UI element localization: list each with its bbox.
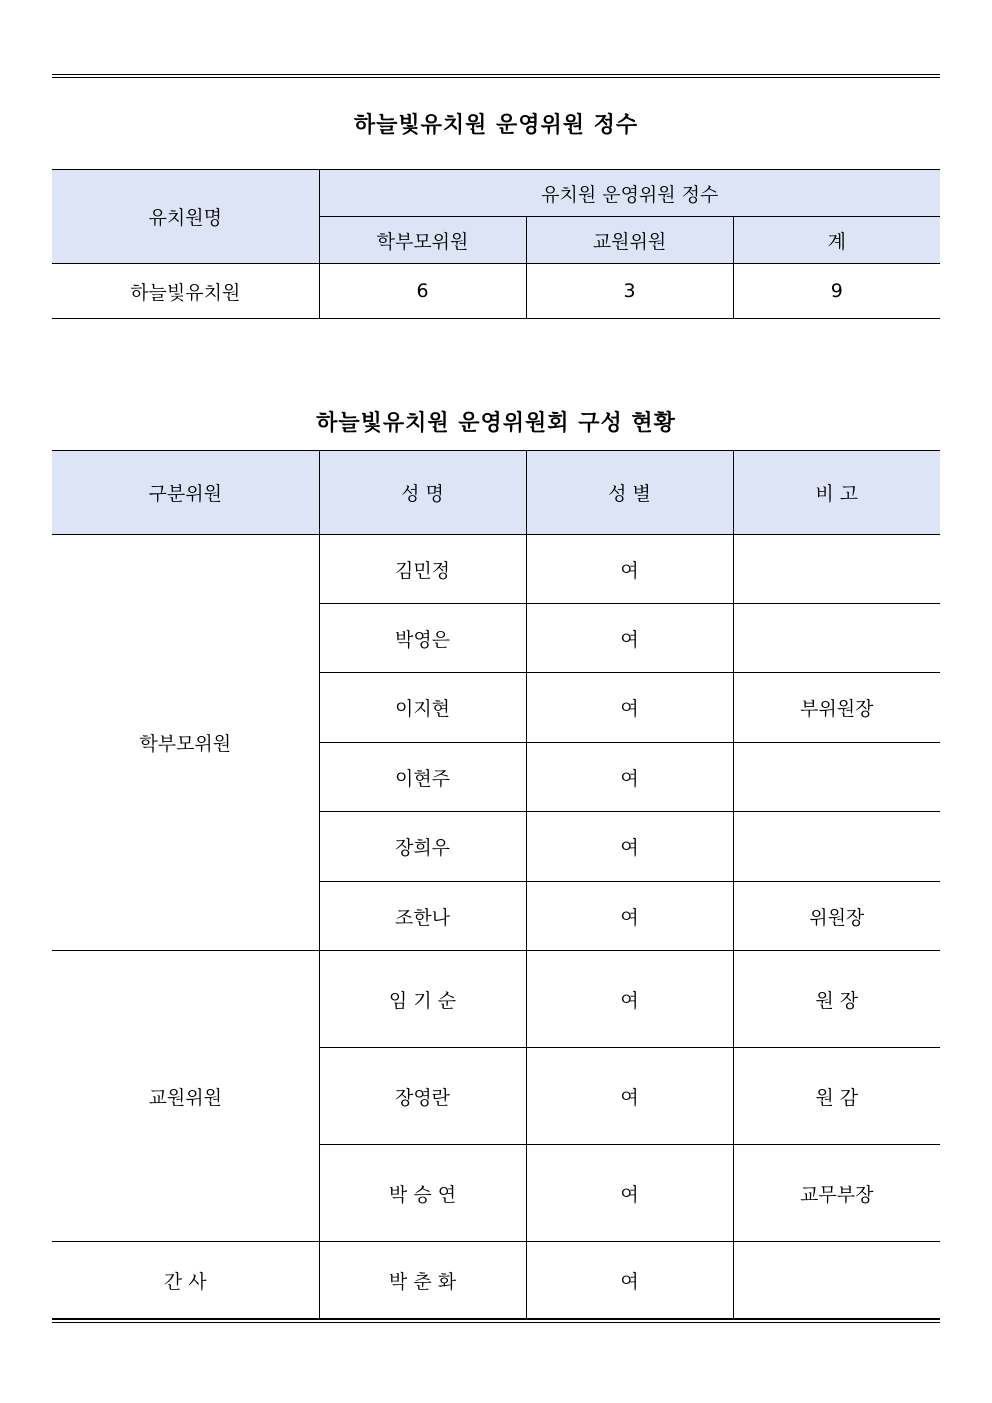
member-name: 이지현: [319, 673, 526, 743]
member-gender: 여: [526, 1145, 733, 1242]
header-kindergarten-name: 유치원명: [52, 170, 319, 264]
member-note: [733, 535, 940, 604]
table1-title: 하늘빛유치원 운영위원 정수: [353, 113, 639, 138]
member-gender: 여: [526, 1242, 733, 1319]
member-name: 박영은: [319, 604, 526, 673]
committee-quota-table: [52, 169, 940, 319]
header-teachers: 교원위원: [526, 217, 733, 264]
member-note: 교무부장: [733, 1145, 940, 1242]
header-category: 구분위원: [52, 451, 319, 535]
header-name: 성 명: [319, 451, 526, 535]
member-note: [733, 604, 940, 673]
member-name: 장희우: [319, 812, 526, 882]
category-teachers: 교원위원: [52, 951, 319, 1242]
member-gender: 여: [526, 535, 733, 604]
bottom-double-rule: [52, 1319, 940, 1323]
table-row: [52, 264, 940, 319]
cell-kindergarten: 하늘빛유치원: [52, 264, 319, 319]
member-name: 장영란: [319, 1048, 526, 1145]
member-note: 원 감: [733, 1048, 940, 1145]
member-name: 임 기 순: [319, 951, 526, 1048]
category-secretary: 간 사: [52, 1242, 319, 1319]
member-name: 조한나: [319, 882, 526, 951]
header-gender: 성 별: [526, 451, 733, 535]
committee-members-table: [52, 450, 940, 1319]
member-gender: 여: [526, 882, 733, 951]
category-parents: 학부모위원: [52, 535, 319, 951]
member-note: [733, 1242, 940, 1319]
header-total: 계: [733, 217, 940, 264]
member-gender: 여: [526, 812, 733, 882]
cell-parents-count: 6: [319, 264, 526, 319]
member-gender: 여: [526, 673, 733, 743]
member-name: 김민정: [319, 535, 526, 604]
member-name: 박 춘 화: [319, 1242, 526, 1319]
member-name: 박 승 연: [319, 1145, 526, 1242]
header-quota-group: 유치원 운영위원 정수: [319, 170, 940, 217]
table2-title: 하늘빛유치원 운영위원회 구성 현황: [316, 411, 676, 436]
table-row: [52, 951, 940, 1048]
top-double-rule: [52, 74, 940, 78]
header-parents: 학부모위원: [319, 217, 526, 264]
member-note: [733, 743, 940, 812]
member-name: 이현주: [319, 743, 526, 812]
cell-total-count: 9: [733, 264, 940, 319]
member-note: 원 장: [733, 951, 940, 1048]
member-gender: 여: [526, 743, 733, 812]
cell-teachers-count: 3: [526, 264, 733, 319]
header-note: 비 고: [733, 451, 940, 535]
member-note: [733, 812, 940, 882]
table-row: [52, 535, 940, 604]
member-gender: 여: [526, 951, 733, 1048]
member-gender: 여: [526, 604, 733, 673]
member-gender: 여: [526, 1048, 733, 1145]
member-note: 위원장: [733, 882, 940, 951]
member-note: 부위원장: [733, 673, 940, 743]
table-row: [52, 1242, 940, 1319]
